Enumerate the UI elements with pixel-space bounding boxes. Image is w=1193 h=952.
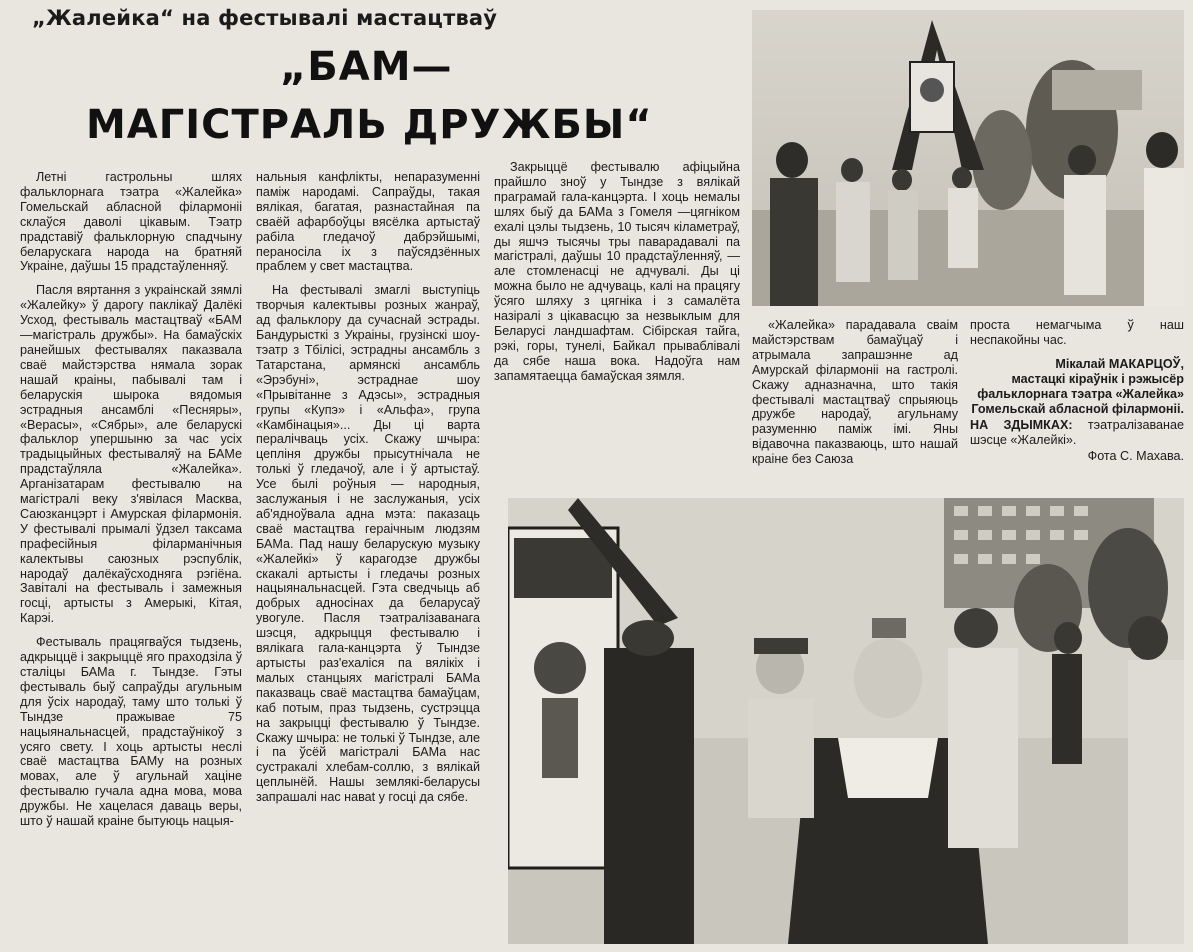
photo-caption-text: тэатралізаванае шэсце «Жалейкі». bbox=[970, 418, 1185, 448]
text-column-1 bbox=[20, 170, 242, 829]
paragraph: «Жалейка» парадавала сваім майстэрствам бамаўцаў і атрымала запрашэнне ад Амурскай філармоніі на гастролі. Скажу адназначна, што такія фестывалі мастацтваў спрыяюць дружбе народаў, агульнаму разуменню паміж імі. Яны відавочна паказваюць, што нашай краіне без Саюза bbox=[752, 318, 958, 467]
paragraph: проста немагчыма ў наш неспакойны час. bbox=[970, 318, 1184, 347]
headline-line-1: „БАМ— bbox=[280, 44, 453, 90]
photo-folk-costumes-crowd-icon bbox=[508, 498, 1184, 944]
photo-credit: Фота С. Махава. bbox=[1087, 449, 1184, 464]
paragraph: На фестывалі змаглі выступіць творчыя калектывы розных жанраў, ад фальклору да сучаснай эстрады. Бандурысткі з Украіны, грузінскі шоу-тэатр з Тбілісі, эстрадны ансамбль з Татарстана, армянскі ансамбль «Эрэбуні», эстраднае шоу «Прывітанне з Адэсы», эстрадныя групы «Купэ» і «Альфа», група «Камбінацыя»... Ды ці варта пералічваць усіх. Скажу шчыра: цепліня дружбы прысутнічала не толькі ў гледачоў, але і ў артыстаў. Усе былі роўныя — народныя, заслужаныя і не заслужаныя, усіх аб'ядноўвала адна мэта: паказаць сваё мастацтва герaічным людзям БАМа. Пад нашу беларускую музыку «Жалейкі» ў карагодзе дружбы скакалі артысты і гледачы розных нацыянальнасцей. Гэта сведчыць аб добрых адносінах да беларусаў увогуле. Пасля тэатралізаванага шэсця, адкрыцця фестывалю і вялікага гала-канцэрта ў Тындзе артысты раз'ехаліся па вялікіх і малых станцыях магістралі БАМа паказваць сваё мастацтва бамаўцам, каб потым, праз тыдзень, сустрэцца на закрыцці фестывалю ў Тындзе. Скажу шчыра: не толькі ў Тындзе, але і па ўсёй магістралі БАМа нас сустракалі хлебам-соллю, з вялікай цеплынёй. Нашы землякі-беларусы запрашалі нас наваt у госці да сябе. bbox=[256, 283, 480, 805]
text-column-4 bbox=[752, 318, 958, 467]
photo-caption-label: НА ЗДЫМКАХ: bbox=[970, 418, 1073, 433]
paragraph: Пасля вяртання з украінскай зямлі «Жалейку» ў дарогу паклікаў Далёкі Усход, фестываль мастацтваў «БАМ—магістраль дружбы». На бамаўскіх ранейшых фестывалях паказвала сваё майстэрства нямала зорак нашай краіны, пабывалі там і беларускія шырока вядомыя эстрадныя ансамблі «Песняры», «Верасы», «Сябры», але беларускі фальклор упершыню за час усіх традыцыйных фестываляў на БАМе прадстаўляла «Жалейка». Арганізатарам фестывалю на магістралі веку з'явілася Масква, Саюзканцэрт і Амурская філармонія. У фестывалі прымалі ўдзел таксама прафесійныя філарманічныя калектывы саюзных рэспублік, народаў далёкаўсходняга рэгіёна. Завіталі на фестываль і замежныя госці, артысты з Амерыкі, Кітая, Карэі. bbox=[20, 283, 242, 626]
photo-caption bbox=[970, 418, 1184, 448]
text-column-2 bbox=[256, 170, 480, 805]
headline-line-2: МАГІСТРАЛЬ ДРУЖБЫ“ bbox=[86, 102, 653, 148]
paragraph: Фестываль працягваўся тыдзень, адкрыццё і закрыццё яго праходзіла ў сталіцы БАМа г. Тындзе. Гэты фестываль быў сапраўды агульным для ўсіх народаў, таму што толькі ў Тындзе пражывае 75 нацыянальнасцей, прадстаўнікоў з усяго свету. І хоць артысты неслі сваё мастацтва БАМу на розных мовах, але ў агульнай хаціне фестывалю гучала адна мова, мова дружбы. Не хацелася даваць веры, што ў нашай краіне бытуюць нацыя- bbox=[20, 635, 242, 829]
text-column-5 bbox=[970, 318, 1184, 464]
text-column-3 bbox=[494, 160, 740, 384]
article-kicker: „Жалейка“ на фестывалі мастацтваў bbox=[32, 6, 498, 30]
paragraph: нальныя канфлікты, непаразуменні паміж народамі. Сапраўды, такая вялікая, багатая, разнастайная па сваёй афарбоўцы вясёлка артыстаў рабіла гледачоў дабрэйшымі, пераносіла іх з паўсядзённых праблем у свет мастацтва. bbox=[256, 170, 480, 274]
paragraph: Закрыццё фестывалю афіцыйна прайшло зноў у Тындзе з вялікай праграмай гала-канцэрта. І хоць немалы шлях быў да БАМа з Гомеля —цягніком ехалі цэлы тыдзень, 10 тысяч кіламетраў, ды яшчэ тысячы тры паварадавалі па магістралі, даўшы 10 прадстаўленняў, — але стомленасці не адчувалі. Ды ці можна было не адчуваць, калі на працягу ўсяго шляху з цягніка і з самалёта назіралі з цікавасцю за незвыклым для Беларусі ландшафтам. Сібірская тайга, рэкі, горы, тунелі, Байкал прываблівалі да сябе наша вока. Надоўга нам запамятаецца бамаўская зямля. bbox=[494, 160, 740, 383]
paragraph: Летні гастрольны шлях фальклорнага тэатра «Жалейка» Гомельскай абласной філармоніі склаўся даволі цікавым. Тэатр прадставіў фальклорную спадчыну беларускага народа на братняй Украіне, даўшы 15 прадстаўленняў. bbox=[20, 170, 242, 274]
author-name: Мікалай МАКАРЦОЎ, bbox=[1055, 356, 1184, 371]
author-role: мастацкі кіраўнік і рэжысёр фальклорнага тэатра «Жалейка» Гомельскай абласной філармоніі. bbox=[971, 371, 1184, 416]
photo-parade-procession-icon bbox=[752, 10, 1184, 306]
